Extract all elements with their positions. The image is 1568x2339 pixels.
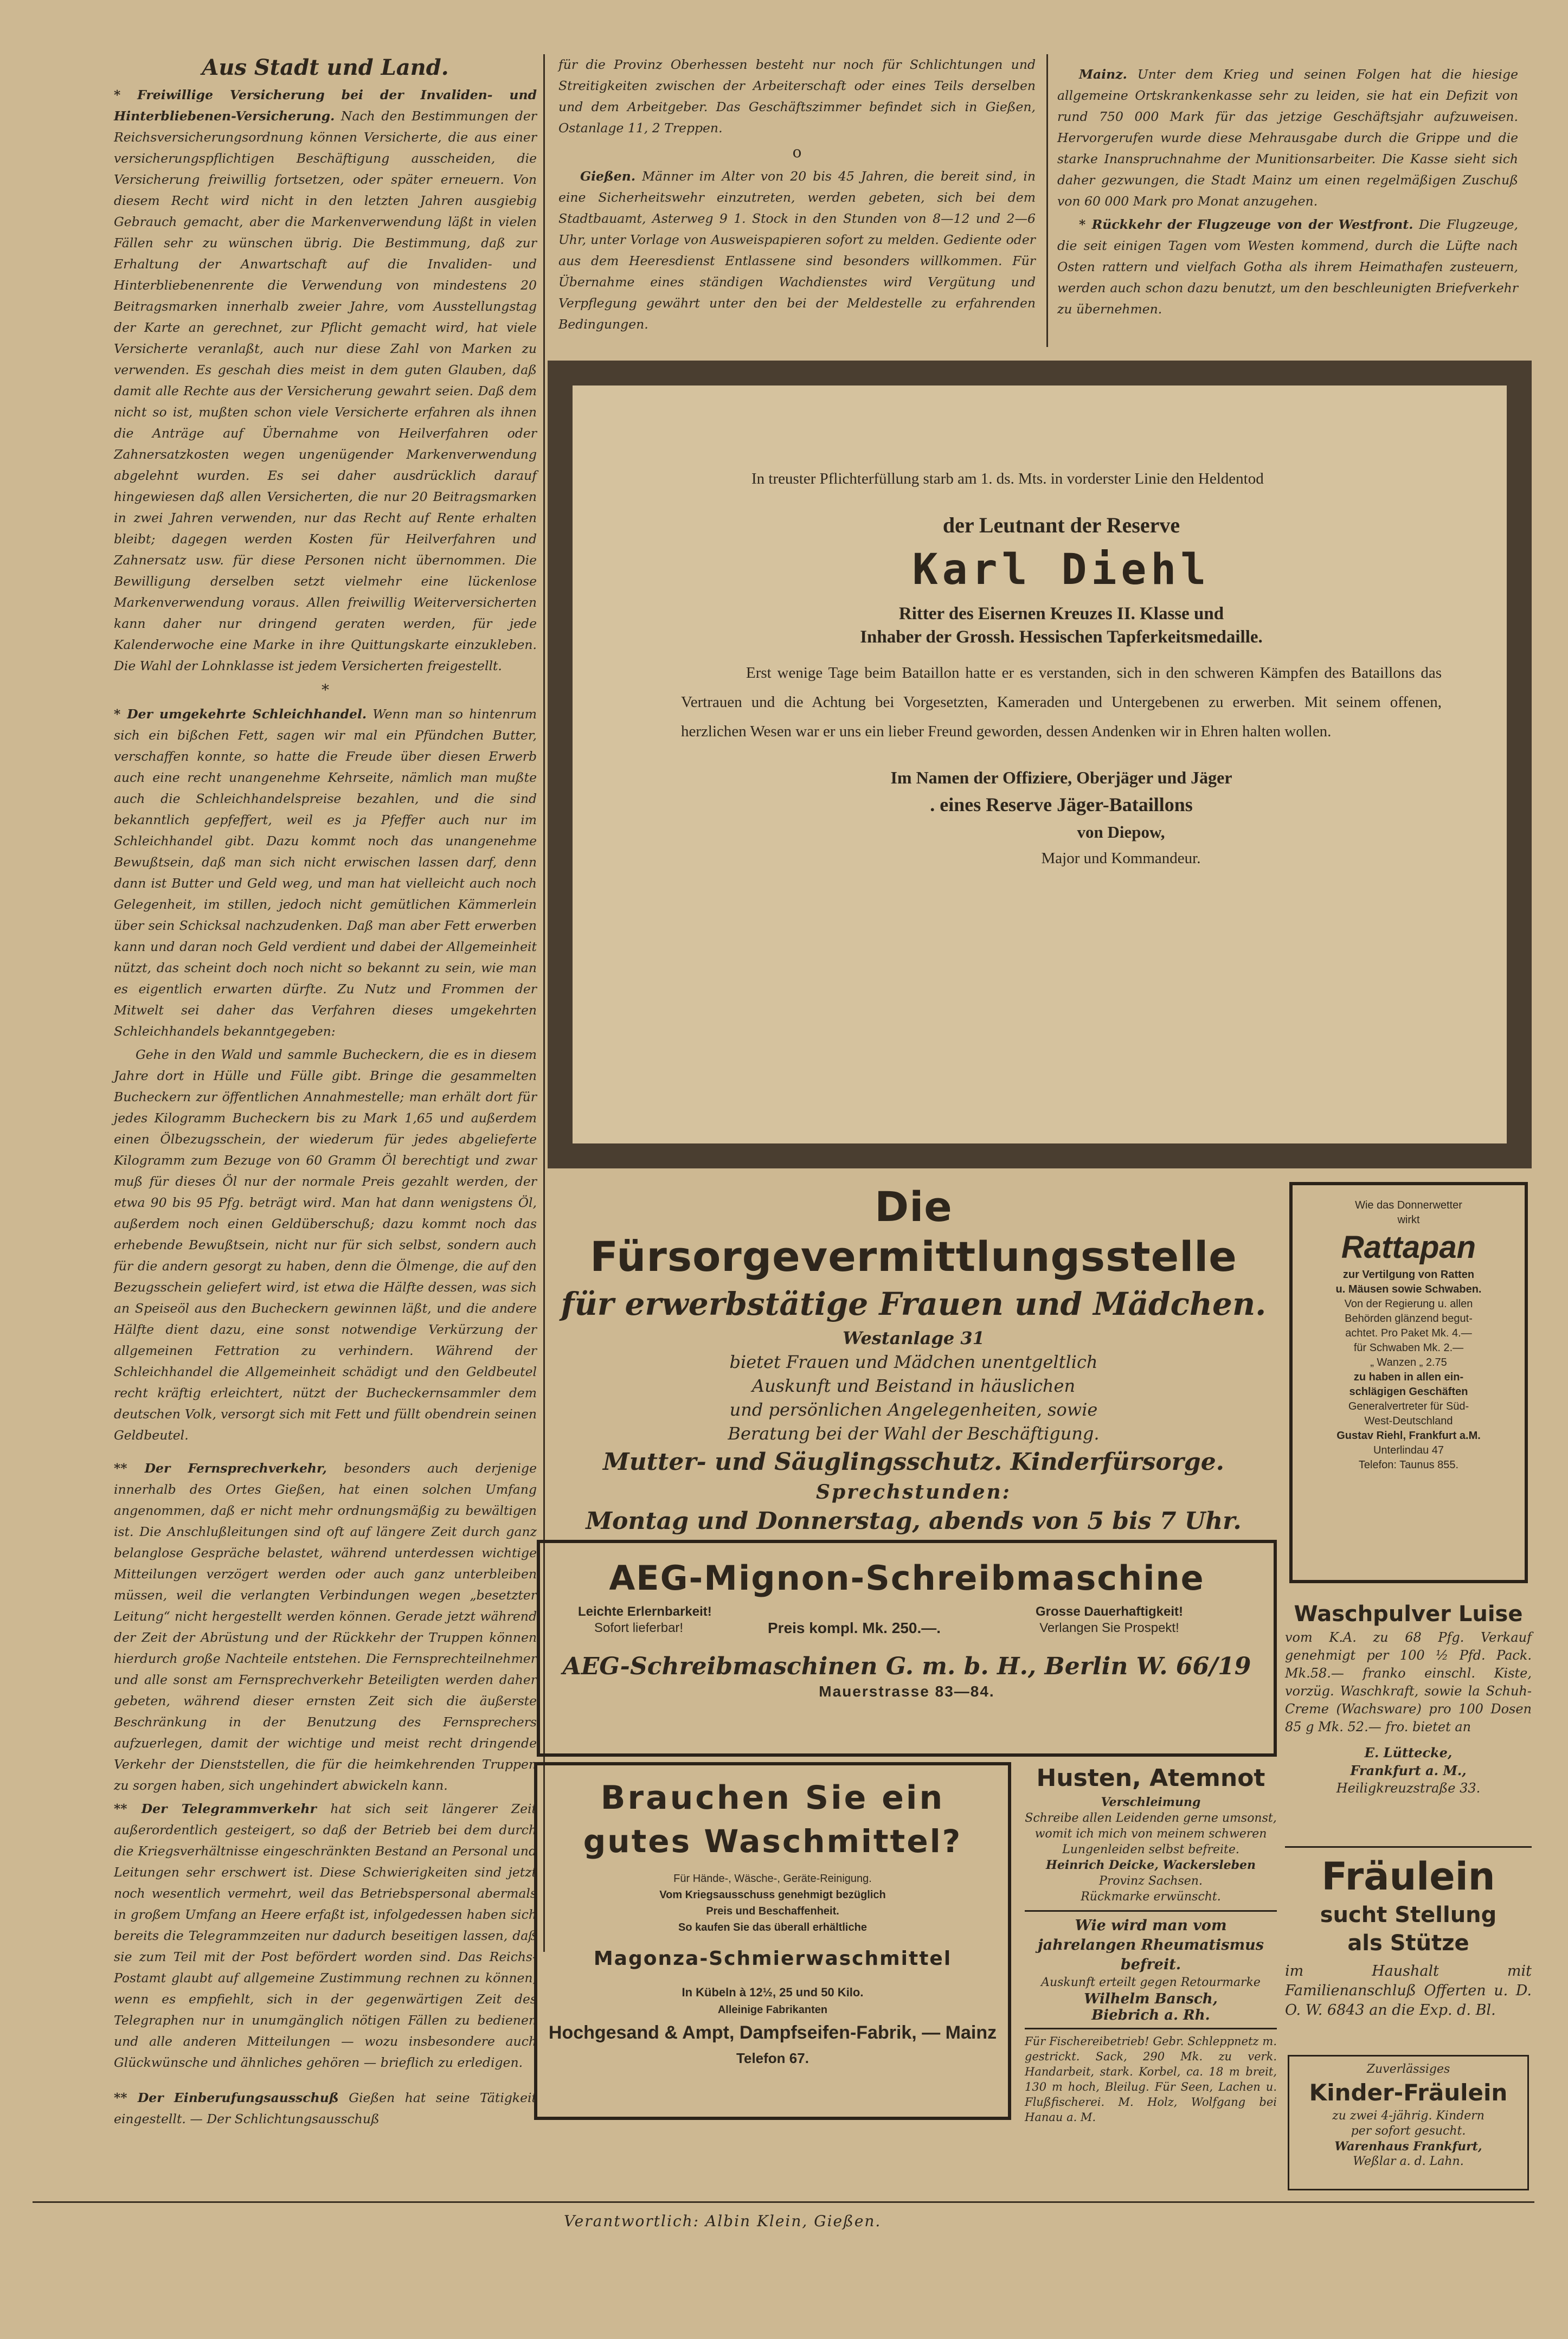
- article-telegram-text: hat sich seit längerer Zeit außerordentlich gesteigert, so daß der Betrieb bei dem durch die Kriegsverhältnisse eingeschränkten Bestand an Personal und Leitungen sehr erschwert ist. Diese Schwierigkeiten sind jetzt noch wesentlich vermehrt, weil das Betriebspersonal abermals in großem Umfang an Heere erfaßt ist, infolgedessen haben sich bereits die Telegrammzeiten nur dadurch beseitigen lassen, daß sie zum Teil mit der Post befördert worden sind. Das Reichs-Postamt glaubt auf allgemeine Zustimmung rechnen zu können, wenn es empfiehlt, sich in der gegenwärtigen Zeit des Telegraphen nur in unumgänglich nötigen Fällen zu bedienen und alle anderen Mitteilungen — wozu insbesondere auch Glückwünsche und ähnliches gehören — brieflich zu erledigen.: [114, 1801, 537, 2070]
- article-smuggling: [114, 704, 537, 1042]
- article-smuggling-heading: * Der umgekehrte Schleichhandel.: [114, 706, 367, 722]
- article-insurance-heading: * Freiwillige Versicherung bei der Invaliden- und Hinterbliebenen-Versicherung.: [114, 87, 537, 124]
- column-rule-2: [1046, 54, 1048, 347]
- article-conscription-heading: ** Der Einberufungsausschuß: [114, 2090, 339, 2105]
- ad-aeg: [537, 1540, 1277, 1757]
- obituary-honor-2: Inhaber der Grossh. Hessischen Tapferkeitsmedaille.: [860, 627, 1263, 647]
- ad-aeg-title: AEG-Mignon-Schreibmaschine: [609, 1558, 1205, 1598]
- ad-husten-sub: Verschleimung: [1101, 1795, 1201, 1809]
- article-conscription-text: Gießen hat seine Tätigkeit eingestellt. — Der Schlichtungsausschuß: [114, 2090, 537, 2126]
- article-telephone: [114, 1458, 537, 1796]
- ad-rheuma-sign-1: Wilhelm Bansch,: [1084, 1991, 1218, 2007]
- ad-magonza-phone: Telefon 67.: [736, 2050, 809, 2066]
- ad-kinder-fraeulein: [1288, 2055, 1529, 2190]
- section-title: Aus Stadt und Land.: [202, 55, 449, 80]
- ad-column-small: [1025, 1762, 1277, 2124]
- ad-magonza-line-6: Alleinige Fabrikanten: [717, 2004, 828, 2016]
- article-aircraft: [1057, 214, 1518, 320]
- ad-fuersorge-line-2: Auskunft und Beistand in häuslichen: [751, 1376, 1076, 1396]
- ad-fuersorge-title-2: für erwerbstätige Frauen und Mädchen.: [561, 1286, 1267, 1322]
- ad-rheuma-title: Wie wird man vom jahrelangen Rheumatismus befreit.: [1037, 1917, 1264, 1973]
- obituary-notice: [548, 361, 1532, 1168]
- ad-fuersorge-line-6: Sprechstunden:: [816, 1481, 1011, 1503]
- ad-fuersorge-address: Westanlage 31: [843, 1328, 985, 1348]
- ad-rattapan-line-6: Behörden glänzend begut-: [1345, 1313, 1473, 1325]
- ad-husten: [1025, 1762, 1277, 1912]
- ad-fraeulein-body: im Haushalt mit Familienanschluß Offerten u. D. O. W. 6843 an die Exp. d. Bl.: [1285, 1963, 1532, 2019]
- ad-magonza-line-5: In Kübeln à 12½, 25 und 50 Kilo.: [682, 1985, 864, 1999]
- ad-rheuma-sign-2: Biebrich a. Rh.: [1091, 2007, 1210, 2023]
- ad-fischer: Für Fischereibetrieb! Gebr. Schleppnetz m. gestrickt. Sack, 290 Mk. zu verk. Handarbeit, stark. Korbel, ca. 18 m breit, 130 m hoch, Bleilug. Für Seen, Lachen u. Flußfischerei. M. Holz, Wolfgang bei Hanau a. M.: [1025, 2035, 1277, 2124]
- ad-rattapan-line-9: „ Wanzen „ 2.75: [1370, 1357, 1447, 1368]
- column-1: [114, 54, 537, 2130]
- ad-magonza-line-2: Vom Kriegsausschuss genehmigt bezüglich: [659, 1889, 886, 1901]
- ad-husten-sign-1: Heinrich Deicke, Wackersleben: [1046, 1858, 1256, 1872]
- article-aircraft-heading: * Rückkehr der Flugzeuge von der Westfront.: [1079, 217, 1413, 232]
- ad-waschpulver-sign-3: Heiligkreuzstraße 33.: [1336, 1781, 1481, 1796]
- ad-magonza: [534, 1762, 1011, 2120]
- ad-magonza-company: Hochgesand & Ampt, Dampfseifen-Fabrik, — Mainz: [548, 2022, 997, 2043]
- ad-aeg-address: Mauerstrasse 83—84.: [819, 1683, 995, 1700]
- ad-kinder-line-2: zu zwei 4-jährig. Kindern: [1332, 2109, 1485, 2123]
- ad-rattapan-line-5: Von der Regierung u. allen: [1344, 1298, 1473, 1310]
- ad-rattapan-line-1: Wie das Donnerwetter: [1355, 1199, 1462, 1211]
- ad-rattapan-line-2: wirkt: [1397, 1214, 1420, 1226]
- article-mainz-heading: Mainz.: [1079, 67, 1127, 82]
- ad-aeg-right-1: Grosse Dauerhaftigkeit!: [1035, 1604, 1184, 1619]
- ad-fraeulein-line-1: sucht Stellung: [1320, 1903, 1497, 1927]
- ad-magonza-brand: Magonza-Schmierwaschmittel: [593, 1948, 952, 1970]
- ad-magonza-line-1: Für Hände-, Wäsche-, Geräte-Reinigung.: [673, 1873, 872, 1885]
- footer-responsible: Verantwortlich: Albin Klein, Gießen.: [564, 2212, 882, 2230]
- ad-aeg-company: AEG-Schreibmaschinen G. m. b. H., Berlin W. 66/19: [562, 1653, 1251, 1680]
- ad-rheuma-body: Auskunft erteilt gegen Retourmarke: [1041, 1976, 1261, 1989]
- ad-fuersorge-line-3: und persönlichen Angelegenheiten, sowie: [729, 1399, 1098, 1420]
- separator: o: [792, 143, 802, 161]
- ad-aeg-left-2: Sofort lieferbar!: [594, 1621, 684, 1635]
- ad-aeg-right: [979, 1604, 1239, 1636]
- ad-husten-body: Schreibe allen Leidenden gerne umsonst, womit ich mich von meinem schweren Lungenleiden selbst befreite.: [1025, 1811, 1277, 1856]
- article-smuggling-text: Wenn man so hintenrum sich ein bißchen Fett, sagen wir mal ein Pfündchen Butter, verschaffen konnte, so hatte die Freude über diesen Erwerb auch eine recht unangenehme Kehrseite, nämlich man mußte auch die Schleichhandelspreise bezahlen, und die sind bekanntlich gepfeffert, weil es ja Pfeffer auch nur im Schleichhandel gibt. Dazu kommt noch das unangenehme Bewußtsein, daß man sich nicht erwischen lassen darf, denn dann ist Butter und Geld weg, und man hat vielleicht auch noch Gelegenheit, im stillen, jedoch nicht gemütlichen Kämmerlein über sein Schicksal nachzudenken. Daß man aber Fett erwerben kann und daran noch Geld verdient und dabei der Allgemeinheit nützt, das scheint doch noch nicht so bekannt zu sein, wie man es eigentlich erwarten dürfte. Zu Nutz und Frommen der Mitwelt sei daher das Verfahren dieses umgekehrten Schleichhandels bekanntgegeben:: [114, 706, 537, 1039]
- obituary-signature-4: Major und Kommandeur.: [1041, 850, 1201, 867]
- ad-magonza-line-4: So kaufen Sie das überall erhältliche: [678, 1922, 867, 1933]
- ad-waschpulver-sign-1: E. Lüttecke,: [1364, 1745, 1453, 1760]
- ad-husten-sign-2: Provinz Sachsen.: [1099, 1874, 1203, 1888]
- article-giessen-text: Männer im Alter von 20 bis 45 Jahren, die bereit sind, in eine Sicherheitswehr einzutreten, werden gebeten, sich bei dem Stadtbauamt, Asterweg 9 1. Stock in den Stunden von 8—12 und 2—6 Uhr, unter Vorlage von Ausweispapieren sofort zu melden. Gediente oder aus dem Heeresdienst Entlassene sind besonders willkommen. Für Übernahme eines ständigen Wachdienstes wird Vergütung und Verpflegung gewährt unter den bei der Meldestelle zu erfahrenden Bedingungen.: [558, 169, 1036, 332]
- ad-waschpulver-title: Waschpulver Luise: [1294, 1602, 1523, 1627]
- ad-fraeulein: [1285, 1846, 1532, 2052]
- article-conscription: [114, 2087, 537, 2130]
- obituary-inner: [573, 385, 1507, 1143]
- ad-rattapan-line-13: West-Deutschland: [1364, 1415, 1453, 1427]
- ad-waschpulver-sign-2: Frankfurt a. M.,: [1350, 1763, 1467, 1778]
- ad-magonza-line-3: Preis und Beschaffenheit.: [706, 1905, 839, 1917]
- article-aircraft-text: Die Flugzeuge, die seit einigen Tagen vom Westen kommend, durch die Lüfte nach Osten rattern und vielfach Gotha als ihrem Heimathafen zusteuern, werden auch schon dazu benutzt, um den beschleunigten Briefverkehr zu übernehmen.: [1057, 217, 1519, 317]
- obituary-rank: der Leutnant der Reserve: [942, 513, 1180, 537]
- ad-kinder-line-5: Weßlar a. d. Lahn.: [1353, 2155, 1464, 2168]
- article-telephone-heading: ** Der Fernsprechverkehr,: [114, 1461, 327, 1476]
- ad-aeg-right-2: Verlangen Sie Prospekt!: [1039, 1621, 1179, 1635]
- ad-rattapan: [1289, 1182, 1528, 1583]
- ad-rattapan-line-10: zu haben in allen ein-: [1353, 1371, 1464, 1383]
- ad-rattapan-line-14: Gustav Riehl, Frankfurt a.M.: [1336, 1430, 1481, 1442]
- ad-fuersorge-line-1: bietet Frauen und Mädchen unentgeltlich: [729, 1352, 1098, 1372]
- ad-magonza-title-1: Brauchen Sie ein: [600, 1779, 945, 1817]
- ad-magonza-title-2: gutes Waschmittel?: [583, 1823, 962, 1860]
- ad-husten-sign-3: Rückmarke erwünscht.: [1081, 1890, 1221, 1904]
- ad-rattapan-line-8: für Schwaben Mk. 2.—: [1353, 1342, 1464, 1354]
- column-2-top: [558, 54, 1036, 335]
- ad-aeg-features: [556, 1602, 1257, 1650]
- obituary-honor-1: Ritter des Eisernen Kreuzes II. Klasse und: [898, 604, 1224, 624]
- ad-waschpulver: [1285, 1599, 1532, 1843]
- ad-waschpulver-body: vom K.A. zu 68 Pfg. Verkauf genehmigt per 100 ½ Pfd. Pack. Mk.58.— franko einschl. Kiste, vorzüg. Waschkraft, sowie la Schuh-Creme (Wachsware) pro 100 Dosen 85 g Mk. 52.— fro. bietet an: [1285, 1630, 1532, 1734]
- ad-kinder-line-4: Warenhaus Frankfurt,: [1334, 2139, 1482, 2154]
- ad-kinder-title: Kinder-Fräulein: [1309, 2079, 1508, 2106]
- ad-fuersorge-line-5: Mutter- und Säuglingsschutz. Kinderfürsorge.: [602, 1448, 1225, 1476]
- ad-rheuma: [1025, 1912, 1277, 2029]
- article-smuggling-cont: Gehe in den Wald und sammle Bucheckern, die es in diesem Jahre dort in Hülle und Fülle gibt. Bringe die gesammelten Bucheckern zur öffentlichen Annahmestelle; man erhält dort für jedes Kilogramm Bucheckern bis zu Mark 1,65 und außerdem einen Ölbezugsschein, der wiederum für jedes abgelieferte Kilogramm zum Bezuge von 60 Gramm Öl berechtigt und zwar muß für dieses Öl nur der normale Preis gezahlt werden, der etwa 90 bis 95 Pfg. beträgt wird. Man hat dann wenigstens Öl, außerdem noch einen Geldüberschuß; dazu kommt noch das erhebende Bewußtsein, nicht nur für sich selbst, sondern auch für die andern gesorgt zu haben, denn die Ölmenge, die auf den Bezugsschein geliefert wird, ist etwa die Hälfte dessen, was sich an Speiseöl aus den Bucheckern gewinnen läßt, und die andere Hälfte dient dazu, eine sonst notwendige Verkürzung der allgemeinen Fettration zu verhindern. Während der Schleichhandel die Allgemeinheit schädigt und den Geldbeutel recht kräftig erleichtert, nützt der Bucheckernsammler dem deutschen Volk, versorgt sich mit Fett und füllt obendrein seinen Geldbeutel.: [114, 1047, 537, 1443]
- ad-rattapan-brand: Rattapan: [1341, 1230, 1476, 1265]
- obituary-intro: In treuster Pflichterfüllung starb am 1. ds. Mts. in vorderster Linie den Heldentod: [751, 470, 1264, 487]
- article-insurance: [114, 85, 537, 677]
- obituary-name: Karl Diehl: [912, 545, 1211, 594]
- ad-rattapan-line-3: zur Vertilgung von Ratten: [1342, 1269, 1475, 1281]
- ad-fuersorge-line-4: Beratung bei der Wahl der Beschäftigung.: [728, 1423, 1100, 1444]
- ad-rattapan-line-4: u. Mäusen sowie Schwaben.: [1335, 1283, 1482, 1295]
- ad-rattapan-line-7: achtet. Pro Paket Mk. 4.—: [1345, 1327, 1472, 1339]
- article-arbitration: für die Provinz Oberhessen besteht nur noch für Schlichtungen und Streitigkeiten zwischen der Arbeiterschaft oder eines Teils derselben und dem Arbeitgeber. Das Geschäftszimmer befindet sich in Gießen, Ostanlage 11, 2 Treppen.: [558, 57, 1036, 136]
- obituary-signature-1: Im Namen der Offiziere, Oberjäger und Jäger: [890, 768, 1232, 787]
- ad-fraeulein-line-2: als Stütze: [1347, 1931, 1469, 1956]
- obituary-signature-2: . eines Reserve Jäger-Bataillons: [930, 794, 1193, 815]
- ad-fraeulein-title: Fräulein: [1321, 1854, 1495, 1899]
- ad-husten-title: Husten, Atemnot: [1036, 1764, 1265, 1792]
- ad-rattapan-line-11: schlägigen Geschäften: [1349, 1386, 1468, 1398]
- ad-fuersorge-title-1: Die Fürsorgevermittlungsstelle: [590, 1183, 1237, 1281]
- ad-rattapan-line-15: Unterlindau 47: [1373, 1444, 1444, 1456]
- ad-aeg-price: Preis kompl. Mk. 250.—.: [768, 1620, 941, 1636]
- separator: *: [322, 681, 329, 699]
- ad-fuersorge-line-7: Montag und Donnerstag, abends von 5 bis 7 Uhr.: [586, 1507, 1242, 1535]
- article-insurance-text: Nach den Bestimmungen der Reichsversicherungsordnung können Versicherte, die aus einer versicherungspflichtigen Beschäftigung ausscheiden, die Versicherung freiwillig fortsetzen, oder später erneuern. Von diesem Recht wird nicht in den letzten Jahren ausgiebig Gebrauch gemacht, aber die Markenverwendung läßt in vielen Fällen sehr zu wünschen übrig. Die Bestimmung, daß zur Erhaltung der Anwartschaft auf die Invaliden- und Hinterbliebenenrente die Verwendung von mindestens 20 Beitragsmarken innerhalb zweier Jahre, vom Ausstellungstag der Karte an gerechnet, zur Pflicht gemacht wird, hat viele Versicherte veranlaßt, auch nur diese Zahl von Marken zu verwenden. Es geschah dies meist in dem guten Glauben, daß damit alle Rechte aus der Versicherung gewahrt seien. Daß dem nicht so ist, mußten schon viele Versicherte erfahren als ihnen die Anträge auf Übernahme von Heilverfahren oder Zahnersatzkosten wegen ungenügender Markenverwendung abgelehnt wurden. Es sei daher ausdrücklich darauf hingewiesen daß allen Versicherten, die nur 20 Beitragsmarken in zwei Jahren verwenden, nur das Recht auf Rente erhalten bleibt; dagegen werden Kosten für Heilverfahren und Zahnersatz usw. für diese Personen nicht übernommen. Die Bewilligung derselben setzt vielmehr eine lückenlose Markenverwendung voraus. Allen freiwillig Weiterversicherten kann daher nur dringend geraten werden, für jede Kalenderwoche eine Marke in ihre Quittungskarte einzukleben. Die Wahl der Lohnklasse ist jedem Versicherten freigestellt.: [114, 108, 537, 673]
- ad-rattapan-line-12: Generalvertreter für Süd-: [1348, 1400, 1469, 1412]
- ad-kinder-line-3: per sofort gesucht.: [1351, 2124, 1466, 2138]
- ad-rattapan-line-16: Telefon: Taunus 855.: [1358, 1459, 1459, 1471]
- obituary-body: Erst wenige Tage beim Bataillon hatte er es verstanden, sich in den schweren Kämpfen des Bataillons das Vertrauen und die Achtung bei Vorgesetzten, Kameraden und Untergebenen zu erwerben. Mit seinem offenen, herzlichen Wesen war er uns ein lieber Freund geworden, dessen Andenken wir in Ehren halten wollen.: [681, 664, 1442, 740]
- article-telephone-text: besonders auch derjenige innerhalb des Ortes Gießen, hat einen solchen Umfang angenommen, daß er nicht mehr ordnungsmäßig zu bewältigen ist. Die Anschlußleitungen sind oft auf längere Zeit durch ganz belanglose Gespräche belastet, während unterdessen wichtige Mitteilungen verzögert werden oder auch ganz unterbleiben müssen, weil die verlangten Verbindungen wegen „besetzter Leitung“ nicht hergestellt werden können. Gerade jetzt während der Zeit der Abrüstung und der Rückkehr der Truppen können hierdurch große Nachteile entstehen. Die Fernsprechteilnehmer und alle sonst am Fernsprechverkehr Beteiligten werden daher gebeten, während dieser ernsten Zeit sich die äußerste Beschränkung in der Benutzung des Fernsprechers aufzuerlegen, damit der wichtige und meist recht dringende Verkehr der Dienststellen, die für die heimkehrenden Truppen zu sorgen haben, sich ungehindert abwickeln kann.: [114, 1461, 537, 1793]
- column-3-top: [1057, 64, 1518, 320]
- article-mainz-text: Unter dem Krieg und seinen Folgen hat die hiesige allgemeine Ortskrankenkasse sehr zu leiden, sie hat ein Defizit von rund 750 000 Mark für das jetzige Geschäftsjahr aufzuweisen. Hervorgerufen wurde diese Mehrausgabe durch die Grippe und die starke Inanspruchnahme der Munitionsarbeiter. Die Kasse sieht sich daher gezwungen, die Stadt Mainz um einen regelmäßigen Zuschuß von 60 000 Mark pro Monat anzugehen.: [1057, 67, 1518, 209]
- footer-rule: [33, 2201, 1534, 2203]
- article-mainz: [1057, 64, 1518, 212]
- obituary-signature-3: von Diepow,: [1077, 822, 1165, 841]
- ad-kinder-line-1: Zuverlässiges: [1366, 2062, 1450, 2076]
- ad-fuersorge: [548, 1177, 1280, 1535]
- ad-aeg-left-1: Leichte Erlernbarkeit!: [578, 1604, 712, 1619]
- article-giessen-heading: Gießen.: [580, 169, 636, 184]
- article-telegram: [114, 1798, 537, 2073]
- article-giessen: [558, 166, 1036, 335]
- article-telegram-heading: ** Der Telegrammverkehr: [114, 1801, 317, 1816]
